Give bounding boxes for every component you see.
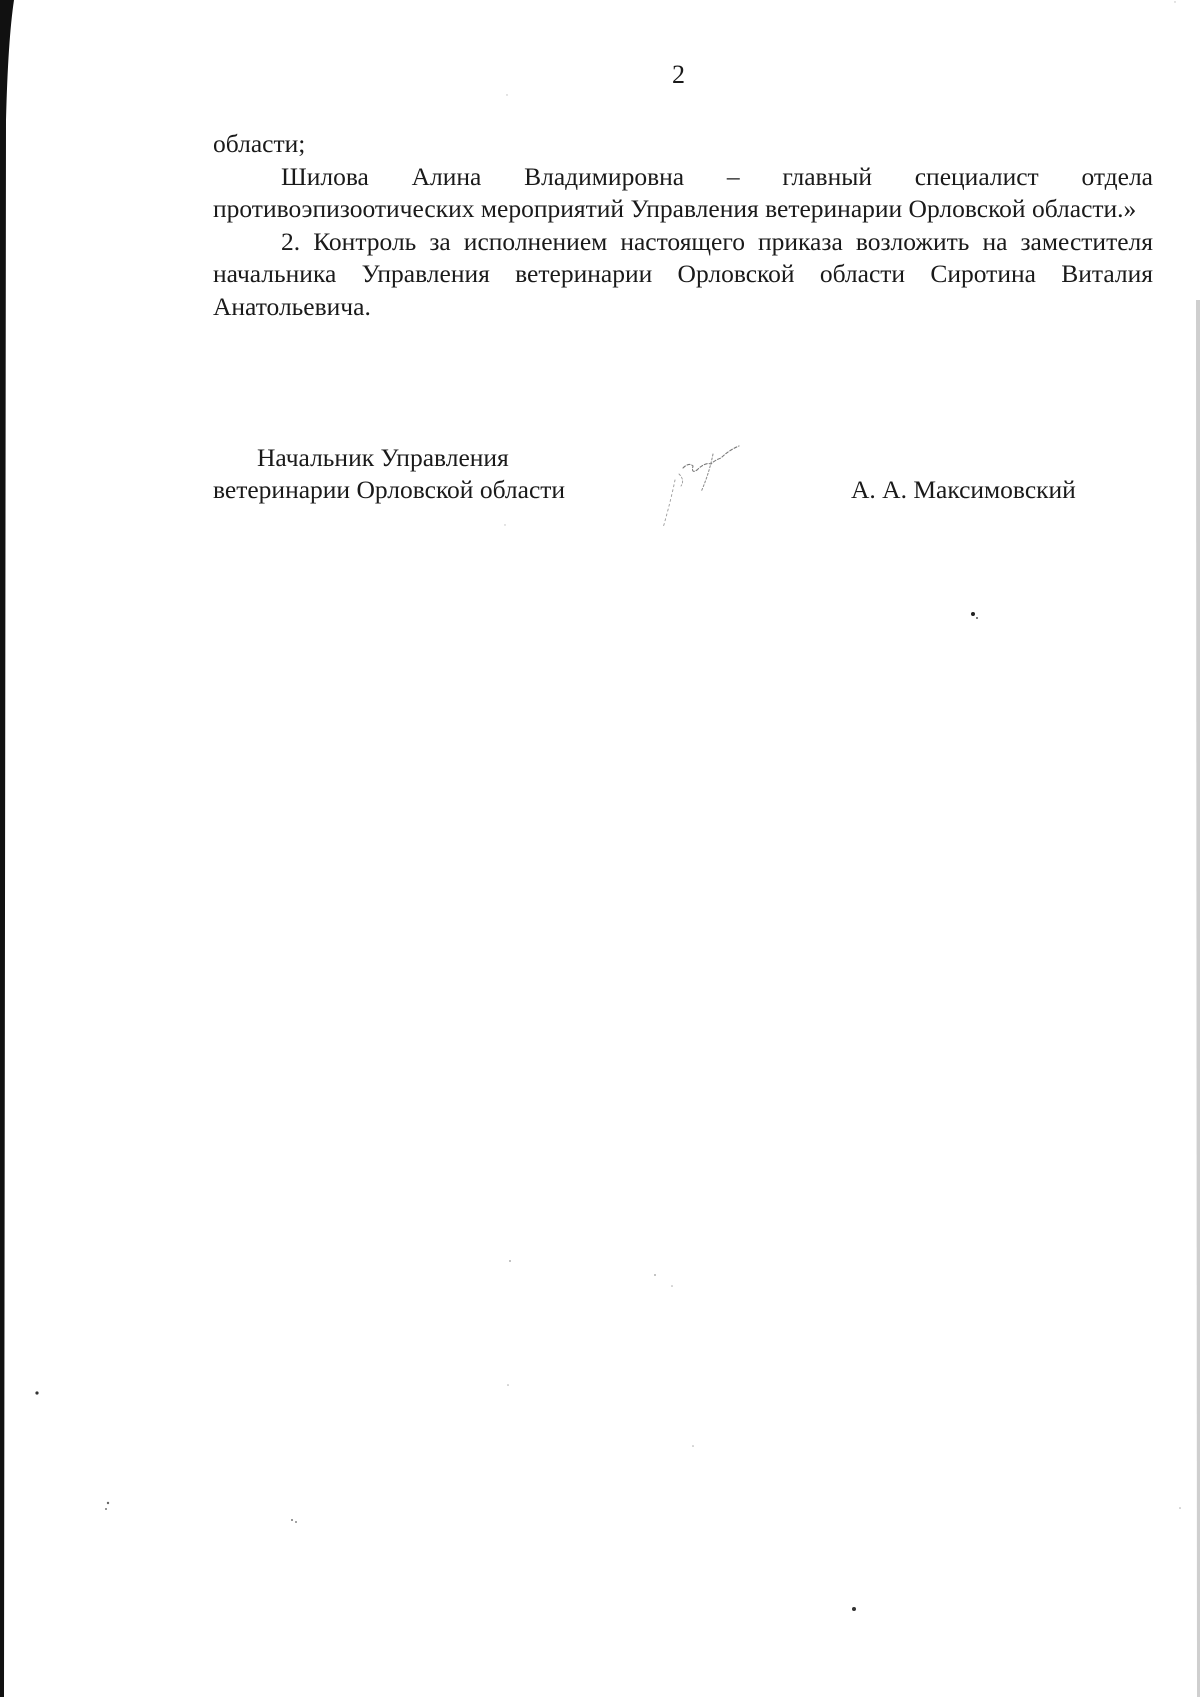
paragraph-continuation: области;	[213, 129, 306, 158]
signatory-name: А. А. Максимовский	[851, 475, 1076, 504]
signatory-title-line2: ветеринарии Орловской области	[213, 475, 566, 504]
signatory-title-line1: Начальник Управления	[257, 443, 509, 472]
handwritten-signature	[655, 440, 765, 540]
document-body	[213, 128, 1153, 323]
page-number: 2	[672, 60, 685, 89]
paragraph-control-clause: 2. Контроль за исполнением настоящего приказа возложить на заместителя начальника Управления ветеринарии Орловской области Сиротина Виталия Анатольевича.	[213, 226, 1153, 321]
paragraph-shilova: Шилова Алина Владимировна – главный специалист отдела противоэпизоотических мероприятий Управления ветеринарии Орловской области.»	[213, 161, 1153, 223]
